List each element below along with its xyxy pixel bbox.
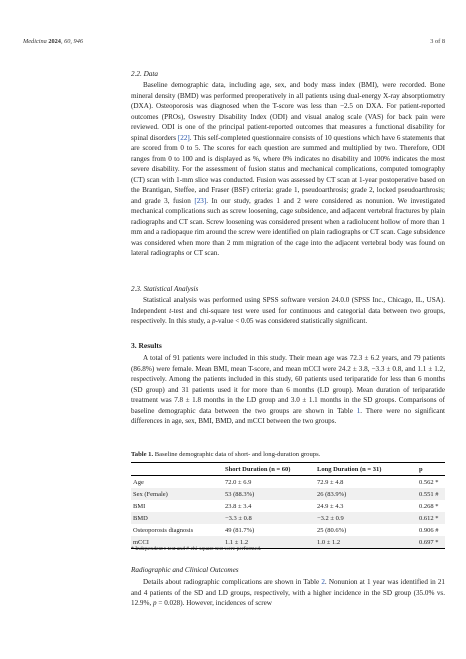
table-1-link[interactable]: 1 [356, 406, 361, 415]
section-3-paragraph [131, 353, 445, 427]
text-run: -test and chi-square test were used for continuous and categorial data between two groups, respectively. In this study, a [131, 306, 445, 325]
text-run: = 0.028). However, incidences of screw [156, 599, 272, 607]
section-2-2-heading: 2.2. Data [131, 70, 158, 78]
table-cell: 0.612 * [417, 512, 445, 524]
table-1 [131, 462, 445, 549]
table-cell: Osteoporosis diagnosis [133, 526, 194, 534]
italic-p: p [153, 599, 157, 607]
table-cell: 72.9 ± 4.8 [317, 478, 344, 486]
header-cell: Short Duration (n = 60) [223, 463, 315, 476]
header-cell: Long Duration (n = 31) [315, 463, 417, 476]
table-cell: 53 (88.3%) [223, 488, 315, 500]
section-2-3-paragraph [131, 295, 445, 327]
text-run: -value < 0.05 was considered statistically significant. [215, 317, 368, 325]
journal-year: 2024 [48, 38, 61, 45]
table-cell: 0.562 * [419, 478, 439, 486]
table-cell: 23.8 ± 3.4 [225, 502, 252, 510]
table-cell: BMI [133, 502, 146, 510]
section-2-3-heading: 2.3. Statistical Analysis [131, 285, 199, 293]
text-run: A total of 91 patients were included in this study. Their mean age was 72.3 ± 6.2 years, and 79 patients (86.8%) were female. Mean BMI, mean T-score, and mean mCCI were 24.2 ± 3.8, −3.3 ± 0.8, and 1.1 ± 1.2, respectively. Among the patients included in this study, 60 patients used teriparatide for less than 6 months (SD group) and 31 patients used it for more than 6 months (LD group). Mean duration of teriparatide treatment was 7.8 ± 1.8 months in the LD group and 3.0 ± 1.1 months in the SD groups. Comparisons of baseline demographic data between the two groups are shown in Table [131, 354, 445, 415]
journal-volume: , 60, 946 [60, 38, 83, 45]
table-row [131, 512, 445, 524]
table-cell: 0.697 * [417, 536, 445, 549]
table-cell: 1.0 ± 1.2 [315, 536, 417, 549]
radiographic-outcomes-paragraph [131, 577, 445, 609]
table-cell: 0.268 * [419, 502, 439, 510]
reference-link-22[interactable]: [22] [177, 133, 190, 142]
table-cell: 25 (80.6%) [317, 526, 347, 534]
table-1-footnote: * Independent t-test and # chi-square test were performed. [131, 546, 262, 552]
radiographic-outcomes-heading: Radiographic and Clinical Outcomes [131, 566, 239, 574]
table-cell: Sex (Female) [131, 488, 223, 500]
section-2-2-paragraph [131, 80, 445, 259]
table-row [131, 476, 445, 489]
journal-name: Medicina [23, 38, 47, 45]
table-cell: 72.0 ± 6.9 [225, 478, 252, 486]
table-cell: −3.2 ± 0.9 [315, 512, 417, 524]
caption-text: Baseline demographic data of short- and long-duration groups. [153, 451, 321, 458]
text-run: Details about radiographic complications are shown in Table [143, 578, 322, 586]
text-run: . In our study, grades 1 and 2 were considered as nonunion. We investigated mechanical complications such as screw loosening, cage subsidence, and adjacent vertebral fractures by plain radiographs and CT scan. Screw loosening was considered present when a radiolucent hollow of more than 1 mm and a radiopaque rim around the screw were identified on plain radiographs or CT scan. Cage subsidence was considered when more than 2 mm migration of the cage into the adjacent vertebral body was found on lateral radiographs or CT scan. [131, 196, 445, 257]
table-1-caption [131, 451, 445, 458]
text-run: . There were no significant differences in age, sex, BMI, BMD, and mCCI between the two groups. [131, 406, 446, 425]
italic-t: t [169, 306, 172, 315]
table-cell: 0.551 # [417, 488, 445, 500]
table-cell: 26 (83.9%) [315, 488, 417, 500]
table-label: Table 1. [131, 451, 154, 458]
header-cell [131, 463, 223, 476]
table-cell: Age [133, 478, 144, 486]
table-cell: −3.3 ± 0.8 [223, 512, 315, 524]
table-cell: 0.906 # [419, 526, 439, 534]
table-cell: 49 (81.7%) [225, 526, 255, 534]
table-header-row [131, 463, 445, 476]
reference-link-23[interactable]: [23] [194, 196, 207, 205]
table-2-link[interactable]: 2 [321, 578, 325, 586]
text-run: Baseline demographic data, including age, sex, and body mass index (BMI), were recorded. Bone mineral density (BMD) was performed preoperatively in all patients using dual-energy X-ray absorptiometry (DXA). Osteoporosis was diagnosed when the T-score was less than −2.5 on DXA. For patient-reported outcomes (PROs), Oswestry Disability Index (ODI) and visual analog scale (VAS) for back pain were reviewed. ODI is one of the principal patient-reported outcomes that measures a functional disability for spinal disorders [131, 81, 445, 142]
italic-p: p [211, 317, 216, 325]
table-row [131, 524, 445, 536]
table-cell: BMD [131, 512, 223, 524]
running-header [23, 38, 83, 45]
table-cell: 1.1 ± 1.2 [223, 536, 315, 549]
page-number: 3 of 8 [430, 38, 445, 45]
table-cell: mCCI [131, 536, 223, 549]
section-3-heading: 3. Results [131, 341, 162, 350]
text-run: . Nonunion at 1 year was identified in 21 and 4 patients of the SD and LD groups, respectively, with a higher incidence in the SD group (35.0% vs. 12.9%, [131, 578, 445, 607]
table-cell: 24.9 ± 4.3 [317, 502, 344, 510]
header-cell: p [417, 463, 445, 476]
table-row [131, 488, 445, 500]
table-row [131, 500, 445, 512]
text-run: Statistical analysis was performed using SPSS software version 24.0.0 (SPSS Inc., Chicago, IL, USA). Independent [131, 296, 445, 315]
text-run: . This self-completed questionnaire consists of 10 questions which have 6 statements that are scored from 0 to 5. The scores for each question are summed and multiplied by two. Therefore, ODI ranges from 0 to 100 and is displayed as %, where 0% indicates no disability and 100% indicates the most severe disability. For the assessment of fusion status and mechanical complications, computed tomography (CT) scan with 1-mm slice was conducted. Fusion was assessed by CT scan at 1-year postoperative based on the Brantigan, Steffee, and Fraser (BSF) criteria: grade 1, pseudoarthrosis; grade 2, locked pseudoarthrosis; and grade 3, fusion [131, 133, 445, 205]
